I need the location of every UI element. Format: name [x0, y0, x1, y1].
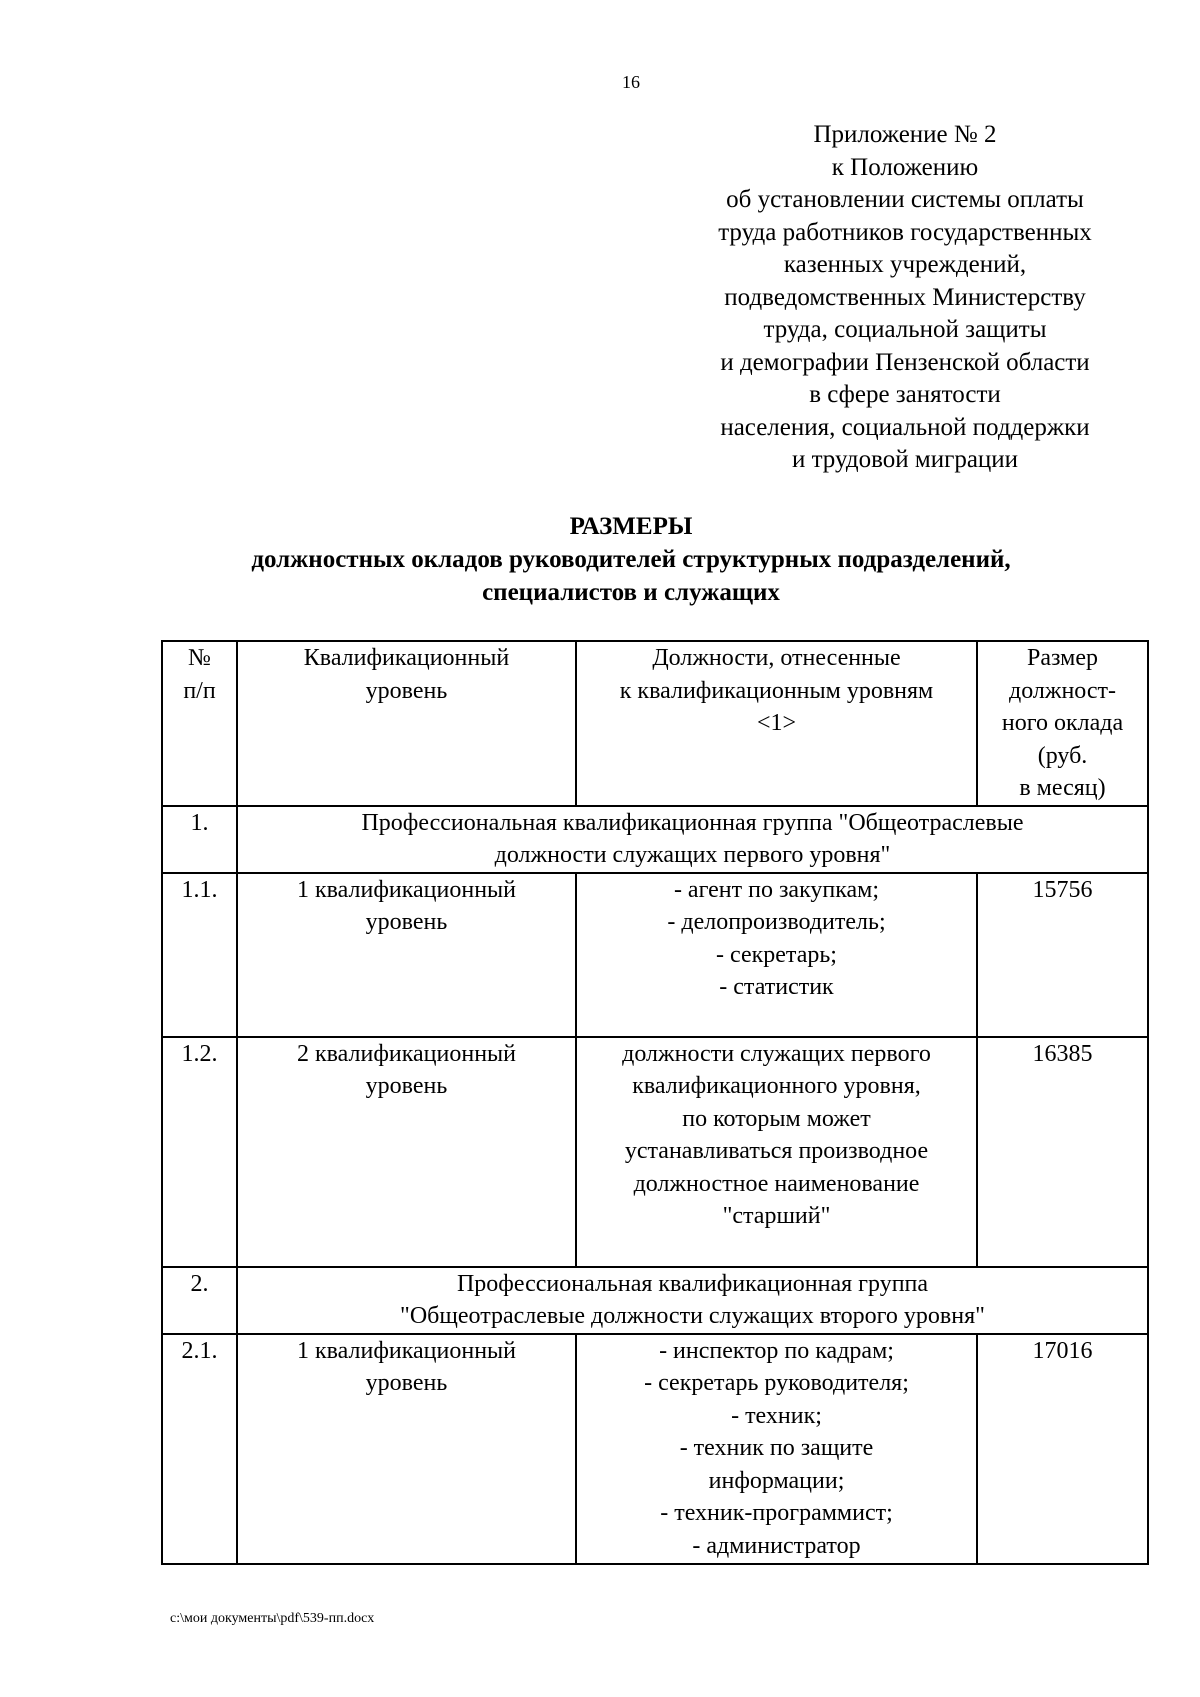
footer-file-path: c:\мои документы\pdf\539-пп.docx [170, 1611, 375, 1626]
row-position-line: информации; [708, 1467, 845, 1494]
group-num: 1. [162, 806, 237, 873]
appendix-line: в сфере занятости [809, 381, 1001, 408]
header-salary [977, 641, 1148, 806]
row-position-line: - делопроизводитель; [667, 909, 886, 935]
row-position-line: устанавливаться производное [624, 1138, 929, 1164]
row-level-line: 1 квалификационный [296, 876, 517, 903]
row-salary: 16385 [977, 1037, 1148, 1267]
row-num: 1.1. [162, 873, 237, 1037]
row-level-line: уровень [365, 1073, 448, 1099]
row-positions [576, 1037, 977, 1267]
header-salary-line: ного оклада [1001, 710, 1124, 736]
group-title-line: Профессиональная квалификационная группа [456, 1270, 929, 1297]
page-number: 16 [622, 72, 640, 92]
row-position-line: - техник-программист; [660, 1500, 893, 1526]
row-position-line: по которым может [682, 1105, 871, 1132]
table-group-row [162, 806, 1148, 873]
row-level-line: 1 квалификационный [296, 1337, 517, 1364]
document-title [0, 510, 1200, 609]
group-title-line: Профессиональная квалификационная группа "Общеотраслевые [361, 809, 1024, 836]
group-num: 2. [162, 1267, 237, 1334]
row-level [237, 1334, 576, 1564]
group-title-line: "Общеотраслевые должности служащих второго уровня" [400, 1303, 985, 1329]
appendix-line: к Положению [831, 153, 979, 181]
row-position-line: - техник по защите [679, 1435, 874, 1461]
header-level-line: уровень [365, 677, 448, 704]
header-salary-line: Размер [1027, 645, 1098, 671]
appendix-line: Приложение № 2 [813, 121, 997, 148]
row-num: 2.1. [162, 1334, 237, 1564]
row-level-line: 2 квалификационный [296, 1040, 517, 1067]
row-position-line: - агент по закупкам; [673, 876, 880, 903]
row-position-line: - администратор [692, 1532, 861, 1559]
header-num-line: № [188, 645, 211, 671]
header-level-line: Квалификационный [303, 645, 510, 671]
row-position-line: - инспектор по кадрам; [659, 1337, 894, 1364]
appendix-line: труда работников государственных [718, 218, 1092, 246]
appendix-line: казенных учреждений, [783, 251, 1027, 278]
row-position-line: "старший" [722, 1203, 831, 1229]
group-title-line: должности служащих первого уровня" [494, 842, 891, 868]
title-line-1: РАЗМЕРЫ [569, 513, 693, 540]
row-salary: 15756 [977, 873, 1148, 1037]
table-row [162, 1037, 1148, 1267]
row-salary: 17016 [977, 1334, 1148, 1564]
appendix-line: труда, социальной защиты [763, 316, 1047, 343]
table-row [162, 1334, 1148, 1564]
row-position-line: - секретарь; [716, 941, 837, 968]
row-position-line: должности служащих первого [622, 1040, 931, 1067]
header-num [162, 641, 237, 806]
row-level-line: уровень [365, 1370, 448, 1396]
appendix-line: подведомственных Министерству [724, 283, 1086, 311]
table-header-row [162, 641, 1148, 806]
appendix-line: и трудовой миграции [791, 446, 1019, 473]
row-position-line: квалификационного уровня, [632, 1073, 921, 1099]
table-group-row [162, 1267, 1148, 1334]
group-title [237, 1267, 1148, 1334]
row-position-line: - техник; [731, 1402, 822, 1429]
group-title [237, 806, 1148, 873]
header-positions-line: Должности, отнесенные [652, 645, 901, 671]
row-position-line: - секретарь руководителя; [644, 1370, 909, 1396]
row-num: 1.2. [162, 1037, 237, 1267]
appendix-line: и демографии Пензенской области [720, 348, 1090, 376]
row-position-line: должностное наименование [633, 1170, 920, 1197]
row-level [237, 1037, 576, 1267]
row-level-line: уровень [365, 909, 448, 935]
row-positions [576, 873, 977, 1037]
appendix-line: населения, социальной поддержки [720, 413, 1090, 441]
salary-table [161, 640, 1149, 1565]
row-level [237, 873, 576, 1037]
title-line-3: специалистов и служащих [482, 579, 780, 606]
header-num-line: п/п [183, 677, 216, 704]
table-row [162, 873, 1148, 1037]
header-positions [576, 641, 977, 806]
row-positions [576, 1334, 977, 1564]
appendix-line: об установлении системы оплаты [726, 186, 1084, 213]
appendix-header [685, 119, 1125, 477]
header-salary-line: в месяц) [1019, 775, 1106, 801]
header-positions-line: <1> [756, 710, 797, 736]
header-salary-line: должност- [1008, 677, 1117, 704]
header-salary-line: (руб. [1037, 742, 1088, 769]
title-line-2: должностных окладов руководителей структурных подразделений, [251, 546, 1011, 573]
header-level [237, 641, 576, 806]
header-positions-line: к квалификационным уровням [619, 677, 934, 704]
row-position-line: - статистик [719, 974, 834, 1000]
